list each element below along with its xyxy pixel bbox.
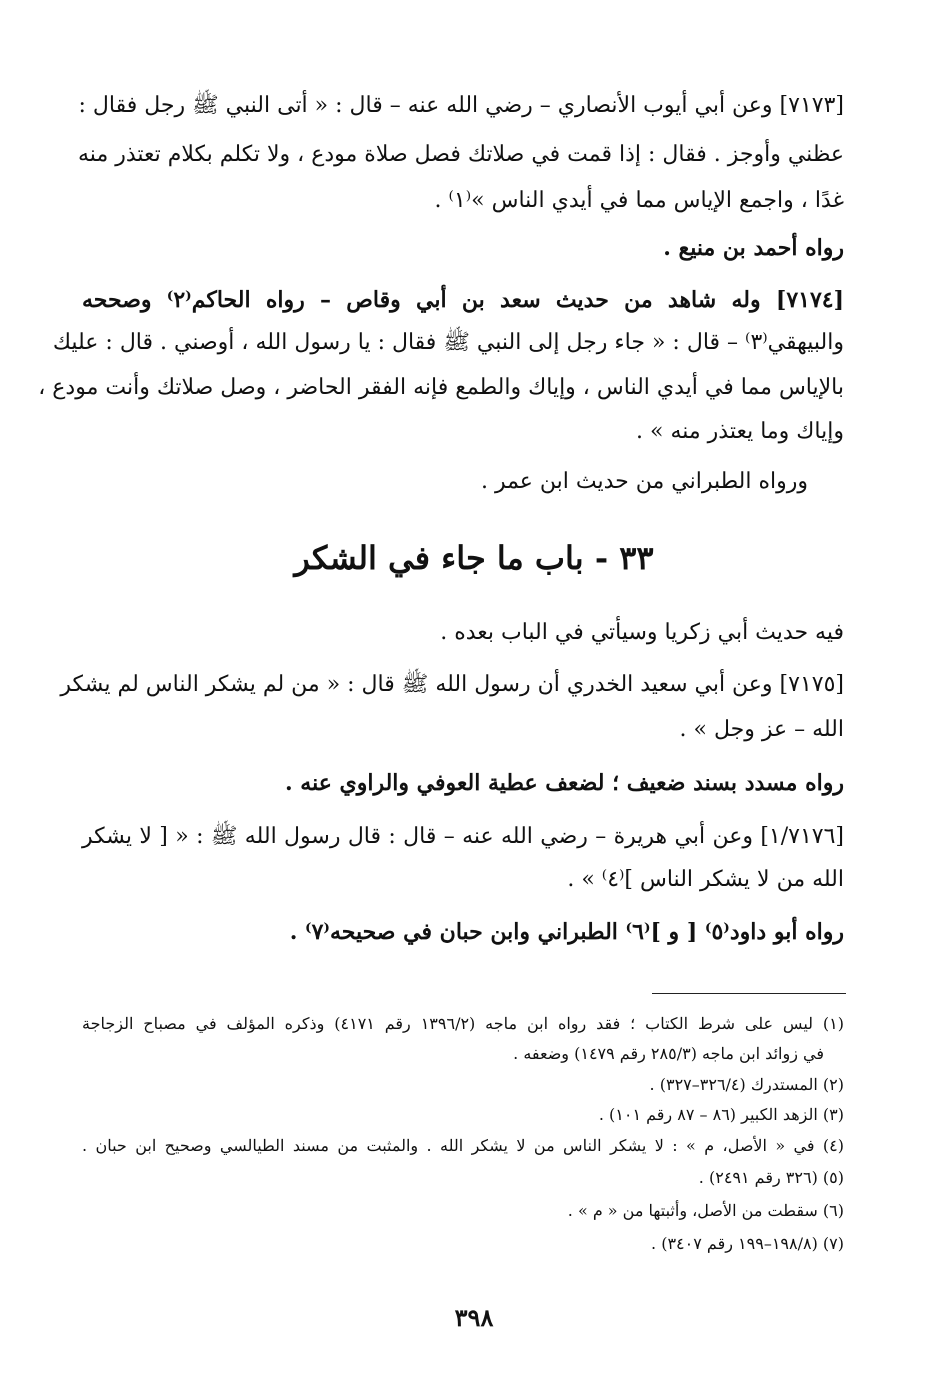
chapter-heading: ٣٣ - باب ما جاء في الشكر xyxy=(294,539,654,577)
footnote-1: (١) ليس على شرط الكتاب ؛ فقد رواه ابن ماجه (١٣٩٦/٢ رقم ٤١٧١) وذكره المؤلف في مصباح الزجاجة xyxy=(82,1014,845,1033)
footnote-6: (٦) سقطت من الأصل، وأثبتها من « م » . xyxy=(567,1201,844,1220)
page-number: ٣٩٨ xyxy=(454,1303,494,1332)
footnote-1-continuation: في زوائد ابن ماجه (٢٨٥/٣ رقم ١٤٧٩) وضعفه . xyxy=(513,1044,824,1063)
chapter-intro: فيه حديث أبي زكريا وسيأتي في الباب بعده . xyxy=(440,620,844,645)
footnote-7: (٧) (١٩٨/٨–١٩٩ رقم ٣٤٠٧) . xyxy=(651,1234,844,1253)
hadith-7175-line-1: [٧١٧٥] وعن أبي سعيد الخدري أن رسول الله ﷺ قال : « من لم يشكر الناس لم يشكر xyxy=(60,672,844,697)
hadith-7174-line-1: [٧١٧٤] وله شاهد من حديث سعد بن أبي وقاص – رواه الحاكم⁽٢⁾ وصححه xyxy=(82,287,844,313)
hadith-7173-line-3: غدًا ، واجمع الإياس مما في أيدي الناس »⁽١⁾ . xyxy=(434,188,844,213)
hadith-7174-narration: ورواه الطبراني من حديث ابن عمر . xyxy=(480,469,808,494)
hadith-7173-line-2: عظني وأوجز . فقال : إذا قمت في صلاتك فصل صلاة مودع ، ولا تكلم بكلام تعتذر منه xyxy=(78,142,844,167)
hadith-7173-line-1: [٧١٧٣] وعن أبي أيوب الأنصاري – رضي الله عنه – قال : « أتى النبي ﷺ رجل فقال : xyxy=(78,93,844,118)
hadith-7173-narration: رواه أحمد بن منيع . xyxy=(663,235,844,261)
footnote-separator xyxy=(652,993,846,994)
hadith-7175-line-2: الله – عز وجل » . xyxy=(679,717,844,742)
hadith-7176-line-2: الله من لا يشكر الناس ]⁽٤⁾ » . xyxy=(567,867,844,892)
hadith-7174-line-2: والبيهقي⁽٣⁾ – قال : « جاء رجل إلى النبي ﷺ فقال : يا رسول الله ، أوصني . قال : عليك xyxy=(52,330,844,355)
footnote-3: (٣) الزهد الكبير (٨٦ – ٨٧ رقم ١٠١) . xyxy=(598,1105,844,1124)
hadith-7176-line-1: [١/٧١٧٦] وعن أبي هريرة – رضي الله عنه – قال : قال رسول الله ﷺ : « [ لا يشكر xyxy=(82,824,844,849)
hadith-7176-narration: رواه أبو داود⁽٥⁾ [ و ]⁽٦⁾ الطبراني وابن حبان في صحيحه⁽٧⁾ . xyxy=(289,919,844,945)
footnote-5: (٥) (٣٢٦ رقم ٢٤٩١) . xyxy=(698,1168,844,1187)
hadith-7174-line-3: بالإياس مما في أيدي الناس ، وإياك والطمع فإنه الفقر الحاضر ، وصل صلاتك وأنت مودع ، xyxy=(38,375,844,400)
footnote-4: (٤) في « الأصل، م » : لا يشكر الناس من لا يشكر الله . والمثبت من مسند الطيالسي وصحيح ابن حبان . xyxy=(82,1136,844,1155)
hadith-7174-line-4: وإياك وما يعتذر منه » . xyxy=(636,419,844,444)
footnote-2: (٢) المستدرك (٣٢٦/٤–٣٢٧) . xyxy=(649,1075,844,1094)
hadith-7175-narration: رواه مسدد بسند ضعيف ؛ لضعف عطية العوفي والراوي عنه . xyxy=(284,770,844,796)
